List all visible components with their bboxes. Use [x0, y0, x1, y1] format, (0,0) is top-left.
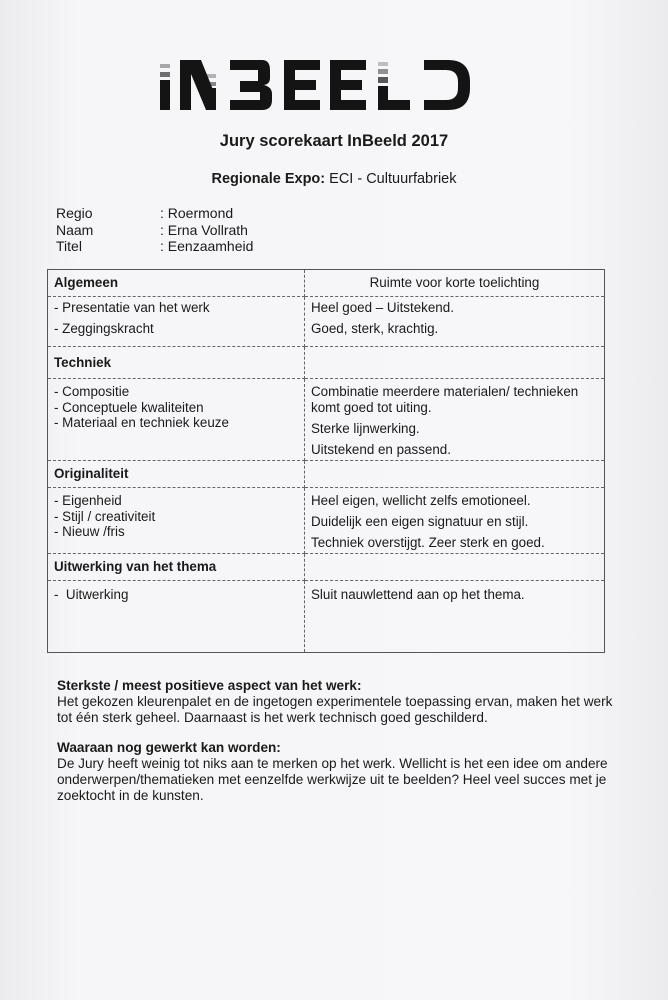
criterion: - Materiaal en techniek keuze [54, 415, 229, 430]
meta-label: Regio [56, 205, 93, 221]
section-body-algemeen [48, 297, 605, 347]
meta-value: : Eenzaamheid [160, 238, 254, 254]
note: Heel goed – Uitstekend. [311, 300, 454, 315]
improvements-heading: Waaraan nog gewerkt kan worden: [57, 740, 281, 755]
note: Goed, sterk, krachtig. [311, 321, 439, 336]
criterion: - Zeggingskracht [54, 320, 154, 336]
section-title: Algemeen [48, 270, 305, 297]
meta-label: Naam [56, 221, 94, 238]
section-title: Originaliteit [48, 461, 305, 488]
section-body-techniek [48, 379, 605, 461]
note: Uitstekend en passend. [311, 442, 451, 457]
note: Sterke lijnwerking. [311, 421, 420, 436]
entry-info [56, 205, 253, 255]
improvements-section [57, 740, 617, 804]
expo-value: ECI - Cultuurfabriek [329, 171, 457, 187]
section-title: Uitwerking van het thema [48, 554, 305, 581]
criterion: - Presentatie van het werk [54, 300, 210, 315]
page-title: Jury scorekaart InBeeld 2017 [219, 132, 449, 150]
meta-row-regio [56, 205, 253, 222]
criterion: - Compositie [54, 384, 130, 399]
score-table [47, 269, 605, 653]
criterion: - Nieuw /fris [54, 524, 125, 539]
criterion: - Eigenheid [54, 493, 122, 508]
note: Sluit nauwlettend aan op het thema. [311, 587, 525, 602]
section-header-techniek [48, 347, 605, 379]
expo-line [0, 171, 668, 187]
notes-column-header: Ruimte voor korte toelichting [305, 270, 605, 297]
note: Heel eigen, wellicht zelfs emotioneel. [311, 493, 531, 508]
meta-label: Titel [56, 238, 82, 254]
meta-row-naam [56, 222, 253, 239]
strengths-heading: Sterkste / meest positieve aspect van het werk: [57, 678, 362, 693]
section-header-uitwerking [48, 554, 605, 581]
note: Techniek overstijgt. Zeer sterk en goed. [311, 535, 545, 550]
expo-label: Regionale Expo: [211, 171, 326, 187]
section-body-uitwerking [48, 581, 605, 653]
meta-row-titel [56, 238, 253, 255]
inbeeld-logo [158, 52, 474, 116]
criterion: - Uitwerking [54, 587, 129, 602]
meta-value: : Roermond [160, 205, 234, 221]
improvements-text: De Jury heeft weinig tot niks aan te merken op het werk. Wellicht is het een idee om andere onderwerpen/thematieken met eenzelfde werkwijze uit te beelden? Heel veel succes met je zoektocht in de kunsten. [57, 756, 608, 803]
section-title: Techniek [48, 347, 305, 379]
note: Combinatie meerdere materialen/ technieken komt goed tot uiting. [311, 384, 579, 415]
meta-value: : Erna Vollrath [160, 221, 248, 238]
note: Duidelijk een eigen signatuur en stijl. [311, 514, 529, 529]
strengths-section [57, 678, 617, 726]
criterion: - Stijl / creativiteit [54, 508, 156, 524]
criterion: - Conceptuele kwaliteiten [54, 399, 204, 415]
section-body-originaliteit [48, 488, 605, 554]
section-header-originaliteit [48, 461, 605, 488]
section-header-algemeen [48, 270, 605, 297]
strengths-text: Het gekozen kleurenpalet en de ingetogen experimentele toepassing ervan, maken het werk tot één sterk geheel. Daarnaast is het werk technisch goed geschilderd. [57, 694, 613, 725]
